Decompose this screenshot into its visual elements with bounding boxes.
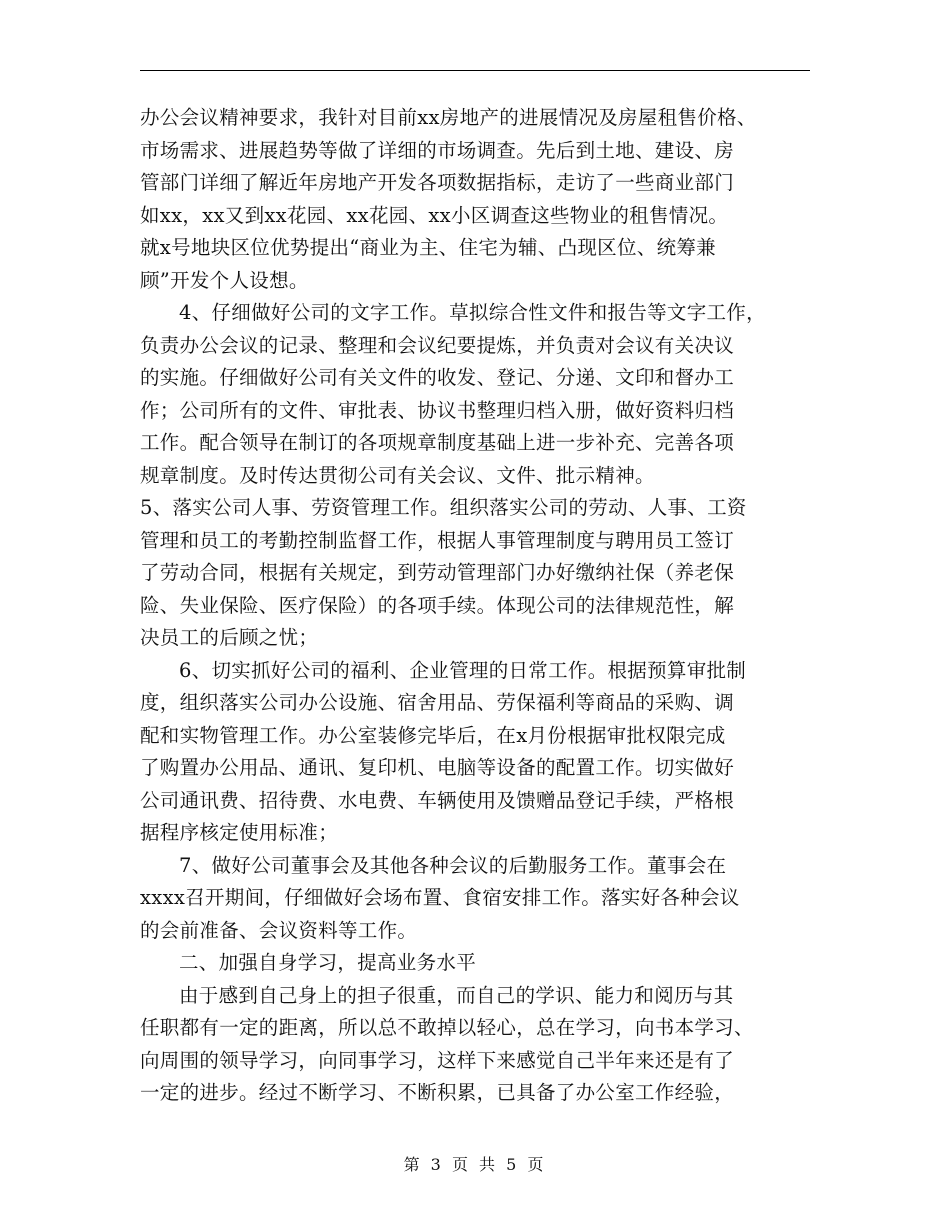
text-line: 就x号地块区位优势提出“商业为主、住宅为辅、凸现区位、统筹兼 xyxy=(140,236,716,259)
text-line: 管理和员工的考勤控制监督工作，根据人事管理制度与聘用员工签订 xyxy=(140,528,735,552)
text-line: 办公会议精神要求，我针对目前xx房地产的进展情况及房屋租售价格、 xyxy=(140,106,757,129)
text-line: 6、切实抓好公司的福利、企业管理的日常工作。根据预算审批制 xyxy=(179,658,747,682)
text-line: 的会前准备、会议资料等工作。 xyxy=(140,918,418,942)
text-line: 由于感到自己身上的担子很重，而自己的学识、能力和阅历与其 xyxy=(179,983,734,1007)
text-line: 配和实物管理工作。办公室装修完毕后，在x月份根据审批权限完成 xyxy=(140,723,726,747)
text-line: 如xx，xx又到xx花园、xx花园、xx小区调查这些物业的租售情况。 xyxy=(140,203,729,227)
page-footer: 第 3 页 共 5 页 xyxy=(403,1155,547,1174)
text-line: 公司通讯费、招待费、水电费、车辆使用及馈赠品登记手续，严格根 xyxy=(140,788,735,812)
text-line: 管部门详细了解近年房地产开发各项数据指标，走访了一些商业部门 xyxy=(140,171,735,194)
text-line: 了购置办公用品、通讯、复印机、电脑等设备的配置工作。切实做好 xyxy=(140,756,735,779)
text-line: 二、加强自身学习，提高业务水平 xyxy=(179,951,477,974)
text-line: 市场需求、进展趋势等做了详细的市场调查。先后到土地、建设、房 xyxy=(140,138,735,162)
text-line: 顾”开发个人设想。 xyxy=(140,268,309,292)
text-line: 据程序核定使用标准； xyxy=(140,821,339,844)
text-line: 4、仔细做好公司的文字工作。草拟综合性文件和报告等文字工作， xyxy=(179,301,766,324)
text-line: 7、做好公司董事会及其他各种会议的后勤服务工作。董事会在 xyxy=(179,853,727,877)
text-line: xxxx召开期间，仔细做好会场布置、食宿安排工作。落实好各种会议 xyxy=(140,886,740,909)
text-line: 的实施。仔细做好公司有关文件的收发、登记、分递、文印和督办工 xyxy=(140,366,735,389)
text-line: 一定的进步。经过不断学习、不断积累，已具备了办公室工作经验， xyxy=(140,1081,735,1104)
text-line: 5、落实公司人事、劳资管理工作。组织落实公司的劳动、人事、工资 xyxy=(140,496,747,519)
text-line: 决员工的后顾之忧； xyxy=(140,626,319,649)
text-line: 规章制度。及时传达贯彻公司有关会议、文件、批示精神。 xyxy=(140,463,655,487)
text-line: 险、失业保险、医疗保险）的各项手续。体现公司的法律规范性，解 xyxy=(140,593,735,617)
text-line: 作；公司所有的文件、审批表、协议书整理归档入册，做好资料归档 xyxy=(140,398,735,422)
header-rule xyxy=(140,70,810,71)
text-line: 了劳动合同，根据有关规定，到劳动管理部门办好缴纳社保（养老保 xyxy=(140,561,735,584)
text-line: 度，组织落实公司办公设施、宿舍用品、劳保福利等商品的采购、调 xyxy=(140,691,735,714)
document-body xyxy=(140,102,820,1110)
text-line: 负责办公会议的记录、整理和会议纪要提炼，并负责对会议有关决议 xyxy=(140,333,735,357)
text-line: 工作。配合领导在制订的各项规章制度基础上进一步补充、完善各项 xyxy=(140,431,735,454)
text-line: 任职都有一定的距离，所以总不敢掉以轻心，总在学习，向书本学习、 xyxy=(140,1016,754,1039)
text-line: 向周围的领导学习，向同事学习，这样下来感觉自己半年来还是有了 xyxy=(140,1048,735,1072)
